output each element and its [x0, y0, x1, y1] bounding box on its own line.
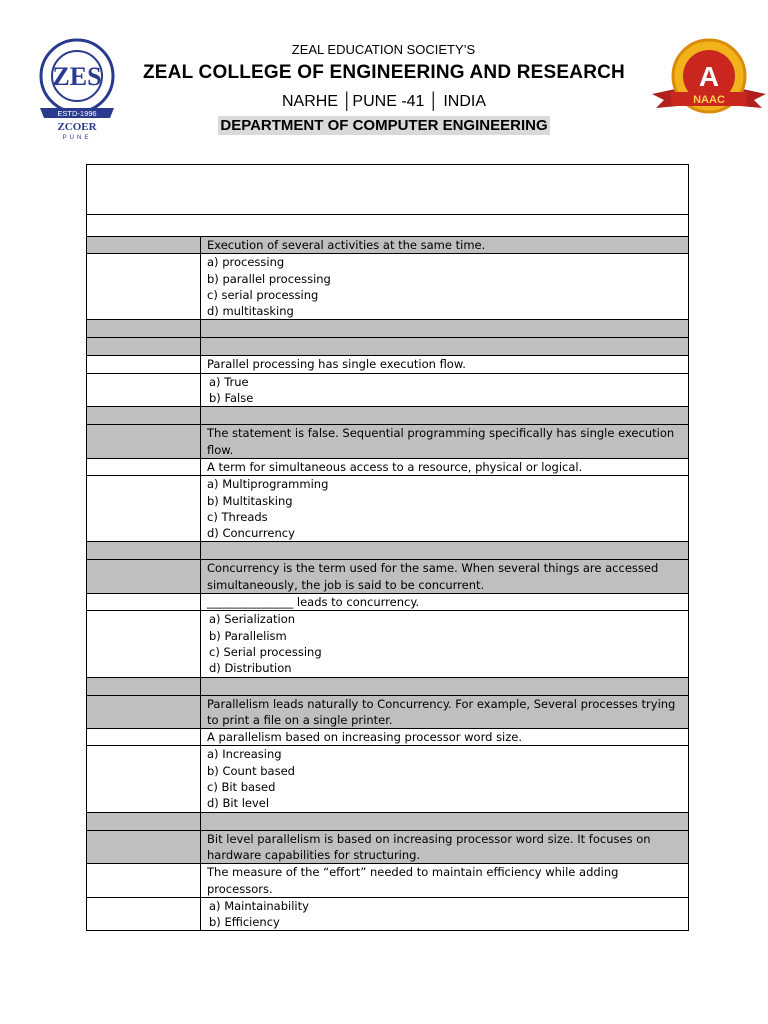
answer-row	[87, 320, 689, 338]
explanation-text: The statement is false. Sequential programming specifically has single execution flow.	[201, 425, 689, 459]
answer-row	[87, 407, 689, 425]
option-b: b) Count based	[207, 763, 295, 778]
option-d: d) Distribution	[209, 661, 292, 676]
question-text: Parallel processing has single execution flow.	[201, 356, 689, 373]
answer-row	[87, 677, 689, 695]
svg-text:NAAC: NAAC	[693, 94, 725, 106]
question-text: Execution of several activities at the same time.	[201, 237, 689, 254]
option-a: a) True	[209, 374, 249, 389]
answer-row	[87, 338, 689, 356]
question-row	[87, 594, 689, 611]
option-b: b) parallel processing	[207, 271, 331, 286]
department-title: DEPARTMENT OF COMPUTER ENGINEERING	[220, 117, 548, 134]
explanation-row	[87, 695, 689, 729]
answer-row	[87, 542, 689, 560]
svg-text:A: A	[698, 61, 720, 92]
option-a: a) processing	[207, 255, 285, 270]
options-row	[87, 476, 689, 542]
options-row	[87, 254, 689, 320]
college-name: ZEAL COLLEGE OF ENGINEERING AND RESEARCH	[143, 62, 625, 83]
explanation-row	[87, 425, 689, 459]
answer-row	[87, 812, 689, 830]
question-text: A parallelism based on increasing processor word size.	[201, 729, 689, 746]
document-header	[0, 0, 768, 160]
svg-text:PUNE: PUNE	[62, 135, 92, 141]
svg-text:ZES: ZES	[52, 62, 102, 91]
option-b: b) False	[209, 391, 254, 406]
question-row	[87, 237, 689, 254]
explanation-text: Bit level parallelism is based on increasing processor word size. It focuses on hardware capabilities for structuring.	[201, 830, 689, 864]
option-d: d) Bit level	[207, 796, 270, 811]
options-row	[87, 746, 689, 812]
option-a: a) Maintainability	[209, 898, 309, 913]
option-c: c) Bit based	[207, 780, 276, 795]
option-d: d) multitasking	[207, 304, 294, 319]
option-c: c) Serial processing	[209, 644, 322, 659]
society-name: ZEAL EDUCATION SOCIETY’S	[291, 42, 476, 57]
svg-text:ESTD-1996: ESTD-1996	[57, 109, 97, 118]
option-b: b) Parallelism	[209, 628, 287, 643]
option-a: a) Multiprogramming	[207, 477, 329, 492]
option-b: b) Efficiency	[209, 915, 280, 930]
question-row	[87, 458, 689, 475]
college-address: NARHE │PUNE -41 │ INDIA	[281, 93, 487, 110]
svg-text:ZCOER: ZCOER	[57, 121, 97, 133]
question-text: _______________ leads to concurrency.	[201, 594, 689, 611]
explanation-text: Parallelism leads naturally to Concurrency. For example, Several processes trying to print a file on a single printer.	[201, 695, 689, 729]
question-text: A term for simultaneous access to a resource, physical or logical.	[201, 458, 689, 475]
title-row	[87, 165, 689, 215]
question-row	[87, 864, 689, 898]
option-d: d) Concurrency	[207, 526, 295, 541]
option-c: c) serial processing	[207, 287, 319, 302]
question-row	[87, 729, 689, 746]
quiz-table	[86, 164, 689, 931]
question-row	[87, 356, 689, 373]
option-b: b) Multitasking	[207, 493, 293, 508]
naac-badge-logo	[650, 38, 768, 124]
explanation-row	[87, 830, 689, 864]
explanation-row	[87, 560, 689, 594]
question-text: The measure of the “effort” needed to maintain efficiency while adding processors.	[201, 864, 689, 898]
option-a: a) Increasing	[207, 747, 282, 762]
options-row	[87, 611, 689, 677]
option-a: a) Serialization	[209, 612, 296, 627]
blank-row	[87, 215, 689, 237]
options-row	[87, 373, 689, 407]
option-c: c) Threads	[207, 509, 268, 524]
options-row	[87, 897, 689, 931]
explanation-text: Concurrency is the term used for the same. When several things are accessed simultaneously, the job is said to be concurrent.	[201, 560, 689, 594]
